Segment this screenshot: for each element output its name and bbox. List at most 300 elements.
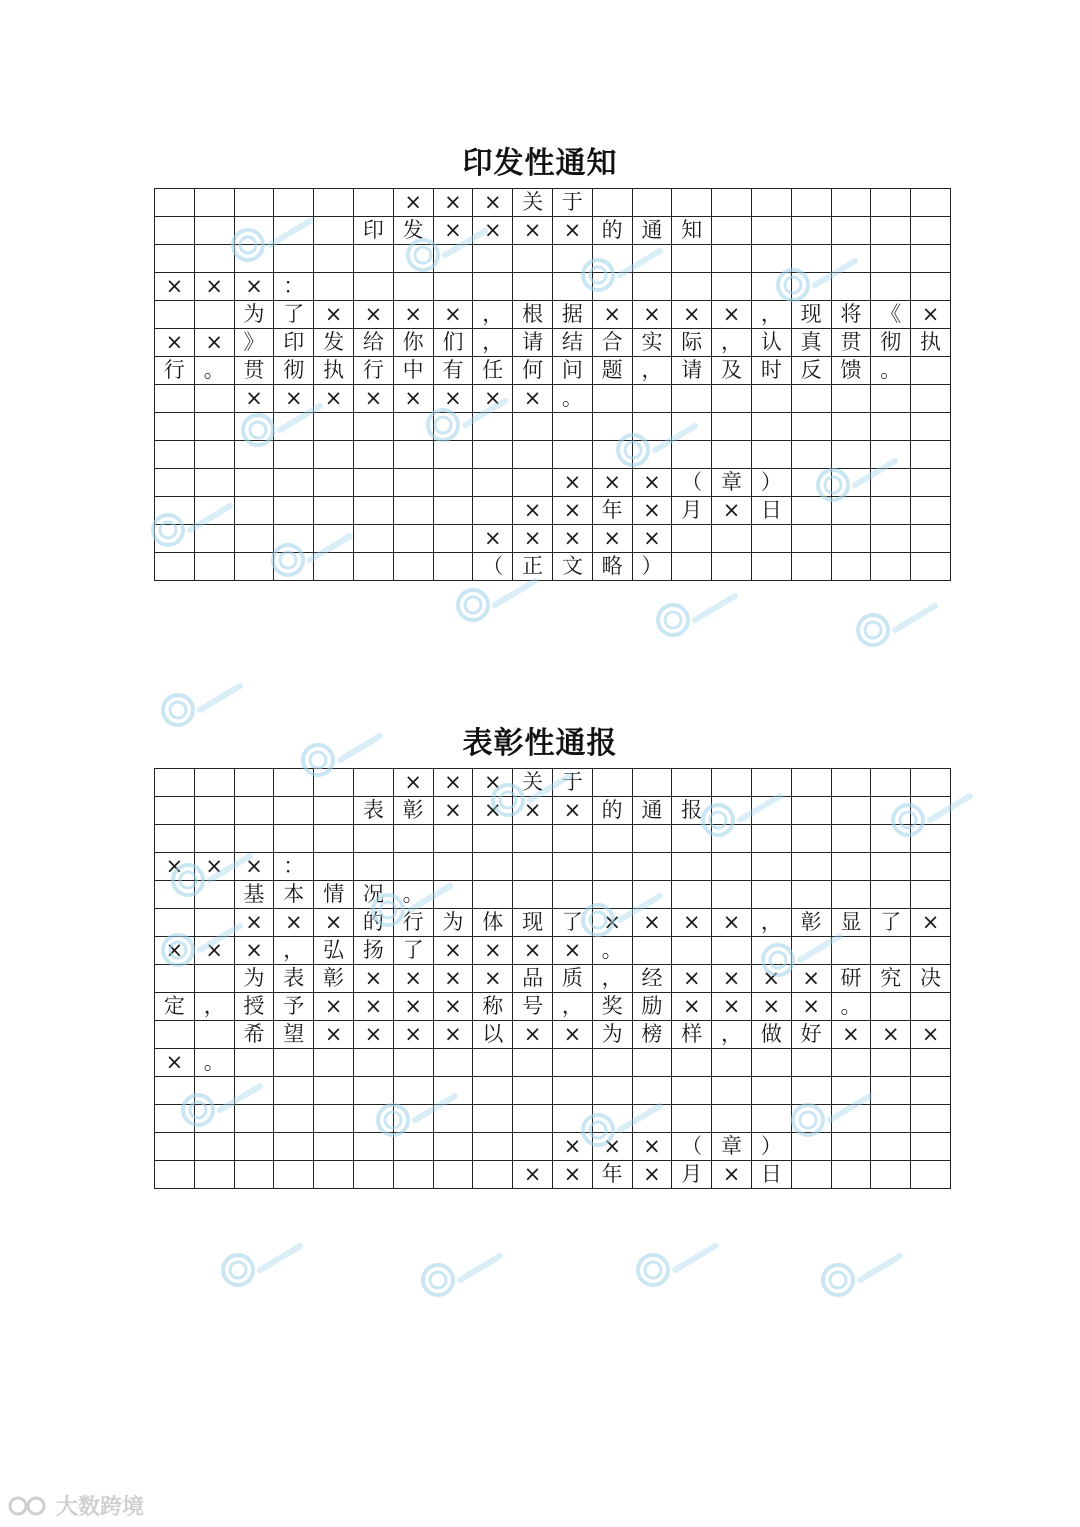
grid-cell [911,881,951,909]
grid-cell: 》 [234,329,274,357]
grid-cell: ） [632,553,672,581]
grid-cell: 体 [473,909,513,937]
grid-row [155,965,951,993]
grid-cell [194,497,234,525]
grid-cell [473,441,513,469]
grid-cell: 发 [393,217,433,245]
grid-cell: × [155,273,195,301]
grid-cell: ） [751,469,791,497]
grid-cell [632,1077,672,1105]
grid-cell: 章 [712,1133,752,1161]
grid-cell [791,245,831,273]
grid-cell [552,1105,592,1133]
grid-cell [314,825,354,853]
watermark-logo-icon [455,575,545,625]
grid-cell: 情 [314,881,354,909]
grid-cell [393,1133,433,1161]
grid-cell: × [513,497,553,525]
grid-cell: × [712,1161,752,1189]
grid-cell [871,189,911,217]
grid-cell: × [314,993,354,1021]
grid-cell [234,525,274,553]
grid-cell: × [552,469,592,497]
grid-cell: × [513,525,553,553]
grid-cell: 有 [433,357,473,385]
grid-cell [672,441,712,469]
grid-cell [433,1161,473,1189]
grid-cell [791,469,831,497]
grid-cell [871,825,911,853]
grid-cell [433,469,473,497]
grid-cell [831,881,871,909]
grid-cell [234,825,274,853]
grid-cell [791,553,831,581]
grid-cell: × [632,469,672,497]
grid-row [155,357,951,385]
grid-cell: 。 [871,357,911,385]
grid-cell [194,189,234,217]
grid-cell [473,413,513,441]
grid-cell [314,525,354,553]
grid-cell [712,189,752,217]
grid-cell: 号 [513,993,553,1021]
grid-cell [831,245,871,273]
grid-cell [911,1077,951,1105]
grid-cell [274,769,314,797]
grid-cell [672,769,712,797]
grid-cell: 以 [473,1021,513,1049]
grid-cell: 好 [791,1021,831,1049]
grid-cell [155,217,195,245]
grid-cell: × [632,525,672,553]
grid-cell [353,189,393,217]
grid-cell: × [632,301,672,329]
grid-cell [831,189,871,217]
grid-cell [433,825,473,853]
grid-cell [672,525,712,553]
grid-cell [791,385,831,413]
grid-cell [712,273,752,301]
grid-cell [712,769,752,797]
grid-cell [632,273,672,301]
grid-cell [353,825,393,853]
grid-cell [194,965,234,993]
grid-cell: × [513,1161,553,1189]
grid-cell [155,1021,195,1049]
grid-cell: × [433,301,473,329]
grid-cell [194,797,234,825]
grid-cell [751,385,791,413]
grid-cell [831,825,871,853]
grid-cell [513,1077,553,1105]
grid-cell [274,1105,314,1133]
grid-cell [274,497,314,525]
grid-cell [393,273,433,301]
grid-cell [831,1161,871,1189]
grid-cell [871,853,911,881]
grid-cell: × [751,993,791,1021]
grid-cell: × [393,189,433,217]
grid-cell [632,825,672,853]
grid-cell [155,1161,195,1189]
grid-cell [871,525,911,553]
grid-cell: 。 [831,993,871,1021]
grid-cell [433,1049,473,1077]
grid-cell: × [393,385,433,413]
grid-cell: （ [672,469,712,497]
grid-cell [393,825,433,853]
grid-cell [672,553,712,581]
grid-cell: 正 [513,553,553,581]
grid-cell: 实 [632,329,672,357]
grid-cell [672,937,712,965]
grid-cell [353,441,393,469]
grid-cell: × [473,769,513,797]
grid-cell [234,497,274,525]
grid-cell [433,1105,473,1133]
grid-cell [473,497,513,525]
grid-cell: 文 [552,553,592,581]
grid-cell: 彰 [314,965,354,993]
grid-cell: 月 [672,497,712,525]
grid-cell: × [632,909,672,937]
grid-cell: 表 [274,965,314,993]
grid-cell: × [393,769,433,797]
grid-cell [751,825,791,853]
grid-cell [552,853,592,881]
grid-cell [871,937,911,965]
grid-cell [274,797,314,825]
grid-cell [791,881,831,909]
grid-cell [831,1049,871,1077]
grid-cell [314,1105,354,1133]
grid-cell: × [314,301,354,329]
grid-cell [155,497,195,525]
grid-cell: ， [194,993,234,1021]
grid-cell: × [234,909,274,937]
grid-cell [791,441,831,469]
grid-cell [393,245,433,273]
grid-cell [751,881,791,909]
grid-cell [155,553,195,581]
grid-cell [831,853,871,881]
grid-cell [911,217,951,245]
grid-cell: 们 [433,329,473,357]
grid-cell [672,245,712,273]
grid-cell [393,1077,433,1105]
grid-cell [155,385,195,413]
grid-row [155,1021,951,1049]
grid-cell [791,217,831,245]
grid-cell [473,1049,513,1077]
grid-cell [791,189,831,217]
grid-cell [831,385,871,413]
grid-cell: （ [473,553,513,581]
grid-cell [433,273,473,301]
grid-row [155,853,951,881]
grid-cell: 略 [592,553,632,581]
footer-brand-text: 大数跨境 [56,1495,145,1520]
grid-cell [871,385,911,413]
grid-cell [751,189,791,217]
watermark-logo-icon [220,1240,310,1290]
grid-cell [234,1049,274,1077]
grid-cell: ， [592,965,632,993]
grid-cell [672,385,712,413]
grid-cell [712,853,752,881]
grid-cell [712,881,752,909]
grid-cell: 希 [234,1021,274,1049]
grid-cell [871,413,911,441]
grid-cell: × [353,965,393,993]
grid-row [155,273,951,301]
grid-cell [433,245,473,273]
grid-cell: × [552,1161,592,1189]
grid-cell [831,413,871,441]
grid-cell [513,441,553,469]
grid-cell [194,1133,234,1161]
grid-cell: 执 [314,357,354,385]
grid-cell [314,769,354,797]
grid-cell [712,1105,752,1133]
grid-cell [314,1049,354,1077]
grid-cell: × [552,525,592,553]
grid-cell [712,937,752,965]
grid-cell [791,273,831,301]
commend-grid [154,768,951,1189]
grid-cell: × [433,937,473,965]
grid-cell [911,273,951,301]
grid-cell: 年 [592,1161,632,1189]
grid-cell: 了 [274,301,314,329]
grid-cell [393,413,433,441]
grid-cell: 报 [672,797,712,825]
grid-cell: 彻 [871,329,911,357]
grid-cell [712,385,752,413]
grid-cell [632,937,672,965]
grid-cell [911,441,951,469]
grid-row [155,413,951,441]
grid-row [155,909,951,937]
grid-cell [393,853,433,881]
grid-cell [473,1077,513,1105]
grid-cell: 研 [831,965,871,993]
grid-row [155,469,951,497]
grid-cell [433,413,473,441]
grid-cell [871,497,911,525]
grid-cell [791,1077,831,1105]
grid-cell: 你 [393,329,433,357]
grid-cell: × [513,937,553,965]
grid-cell [314,797,354,825]
grid-cell [274,413,314,441]
grid-cell [473,273,513,301]
grid-cell [353,273,393,301]
grid-cell [751,1105,791,1133]
grid-cell [513,1105,553,1133]
grid-cell [314,1133,354,1161]
grid-cell [911,413,951,441]
grid-cell: × [552,937,592,965]
grid-cell [592,245,632,273]
grid-cell [274,1077,314,1105]
grid-cell [911,1105,951,1133]
grid-cell [632,441,672,469]
grid-cell: × [712,993,752,1021]
grid-cell: 贯 [831,329,871,357]
grid-cell: （ [672,1133,712,1161]
grid-cell: 望 [274,1021,314,1049]
grid-cell [592,1077,632,1105]
grid-cell: × [632,1133,672,1161]
grid-cell [871,797,911,825]
grid-cell [194,1105,234,1133]
grid-cell: × [672,993,712,1021]
grid-cell [433,881,473,909]
grid-row [155,553,951,581]
grid-cell: 的 [592,217,632,245]
grid-cell [632,881,672,909]
grid-cell: 合 [592,329,632,357]
grid-cell [513,853,553,881]
grid-cell: × [672,909,712,937]
grid-row [155,301,951,329]
grid-cell [194,441,234,469]
grid-cell [911,853,951,881]
grid-cell: × [433,189,473,217]
grid-cell [155,1133,195,1161]
grid-cell: 月 [672,1161,712,1189]
grid-cell [791,769,831,797]
grid-cell [314,189,354,217]
grid-cell [831,525,871,553]
grid-cell: × [393,1021,433,1049]
grid-cell: ， [473,301,513,329]
grid-cell: 关 [513,189,553,217]
grid-cell [513,413,553,441]
grid-cell: × [712,965,752,993]
grid-cell: 品 [513,965,553,993]
grid-cell: 贯 [234,357,274,385]
grid-cell [911,825,951,853]
grid-cell: 经 [632,965,672,993]
grid-cell [194,245,234,273]
grid-cell [433,497,473,525]
grid-cell [712,1049,752,1077]
grid-cell [552,881,592,909]
grid-cell [871,769,911,797]
grid-row [155,1133,951,1161]
grid-cell: × [751,965,791,993]
grid-cell [552,1049,592,1077]
grid-cell [155,245,195,273]
grid-cell [314,853,354,881]
grid-cell: 知 [672,217,712,245]
grid-cell [155,965,195,993]
grid-cell [473,1161,513,1189]
grid-cell [791,525,831,553]
grid-cell [791,1105,831,1133]
grid-cell [513,273,553,301]
grid-cell [433,1133,473,1161]
grid-cell [234,769,274,797]
grid-cell [513,1049,553,1077]
grid-row [155,245,951,273]
grid-cell [632,1105,672,1133]
grid-cell [513,881,553,909]
grid-row [155,329,951,357]
watermark-logo-icon [420,1250,510,1300]
grid-cell [353,1077,393,1105]
grid-cell [194,525,234,553]
grid-cell [871,1049,911,1077]
grid-cell: × [433,1021,473,1049]
grid-cell [393,469,433,497]
grid-cell [751,1049,791,1077]
grid-cell: 本 [274,881,314,909]
grid-cell [155,881,195,909]
grid-cell [791,1161,831,1189]
grid-cell [552,413,592,441]
watermark-logo-icon [635,1240,725,1290]
grid-cell [194,217,234,245]
grid-cell [751,937,791,965]
grid-cell [791,1133,831,1161]
grid-cell [433,853,473,881]
grid-cell: 结 [552,329,592,357]
grid-cell: 给 [353,329,393,357]
grid-cell: × [473,937,513,965]
grid-cell: × [791,965,831,993]
grid-cell [751,797,791,825]
grid-cell: 为 [433,909,473,937]
grid-cell [274,217,314,245]
grid-cell: × [314,909,354,937]
grid-cell [911,769,951,797]
grid-cell [791,825,831,853]
grid-cell [155,769,195,797]
grid-cell: 章 [712,469,752,497]
grid-cell [672,189,712,217]
grid-row [155,189,951,217]
grid-cell [234,553,274,581]
grid-cell [831,1133,871,1161]
grid-cell [234,469,274,497]
grid-cell [552,825,592,853]
grid-cell [314,217,354,245]
grid-cell [871,273,911,301]
grid-cell [353,1105,393,1133]
grid-cell [433,1077,473,1105]
grid-cell [234,441,274,469]
grid-cell [353,1161,393,1189]
grid-cell [473,1133,513,1161]
grid-cell: ： [274,853,314,881]
grid-cell: × [791,993,831,1021]
grid-cell: 任 [473,357,513,385]
grid-cell: 做 [751,1021,791,1049]
grid-cell [831,217,871,245]
grid-cell: 问 [552,357,592,385]
grid-cell [712,1077,752,1105]
grid-cell [712,441,752,469]
grid-cell: × [831,1021,871,1049]
grid-row [155,1105,951,1133]
grid-cell: 年 [592,497,632,525]
grid-cell [592,413,632,441]
grid-cell: × [433,965,473,993]
grid-cell: × [513,385,553,413]
